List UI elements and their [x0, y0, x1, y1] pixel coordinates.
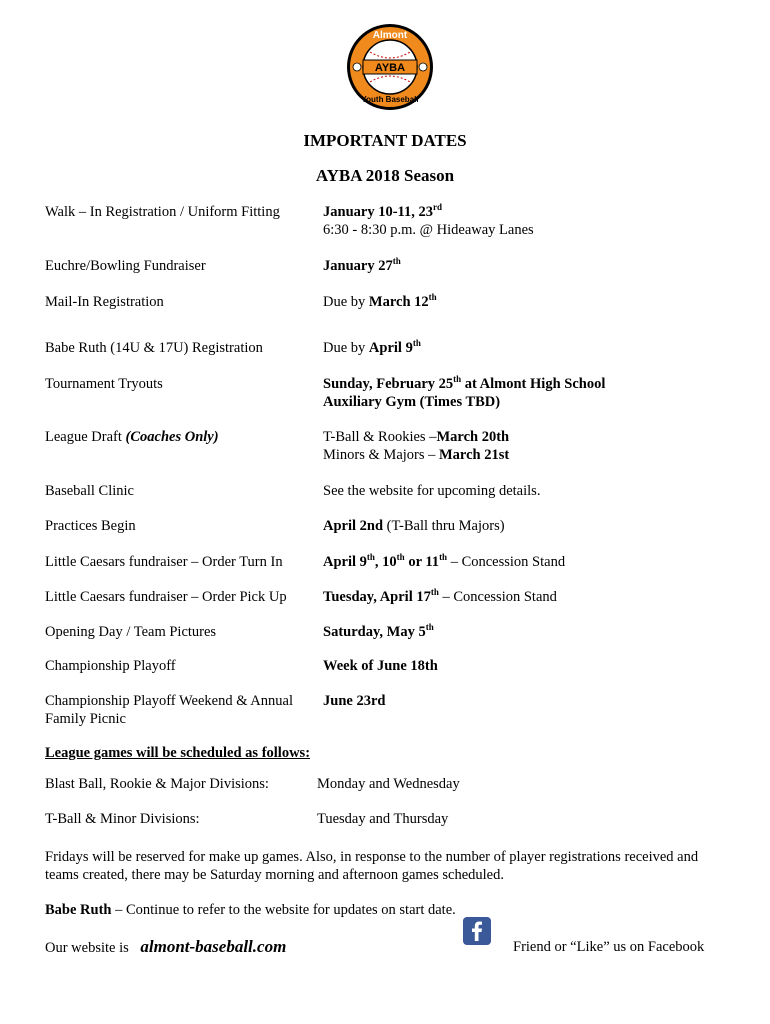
- event-date: June 23rd: [323, 693, 386, 709]
- event-label: Practices Begin: [45, 518, 136, 534]
- event-label: Championship Playoff Weekend & Annual Family Picnic: [45, 693, 293, 727]
- event-label: Mail-In Registration: [45, 294, 164, 310]
- page-title: IMPORTANT DATES: [303, 131, 467, 150]
- event-date: Tuesday, April 17: [323, 589, 431, 605]
- event-date: January 27: [323, 258, 393, 274]
- date-suffix: th: [425, 622, 434, 633]
- event-date: March 12: [368, 294, 429, 310]
- event-label-note: (Coaches Only): [125, 429, 219, 445]
- babe-ruth-label: Babe Ruth: [45, 902, 112, 918]
- event-label: Walk – In Registration / Uniform Fitting: [45, 204, 280, 220]
- game-days: Monday and Wednesday: [317, 776, 460, 792]
- event-detail: – Concession Stand: [438, 589, 557, 605]
- date-suffix: th: [412, 338, 421, 349]
- event-detail: Auxiliary Gym (Times TBD): [323, 394, 501, 410]
- event-label: Euchre/Bowling Fundraiser: [45, 258, 206, 274]
- event-label: Little Caesars fundraiser – Order Pick Up: [45, 589, 287, 605]
- event-date: March 20th: [436, 429, 510, 445]
- fridays-note: Fridays will be reserved for make up games. Also, in response to the number of player registrations received and teams created, there may be Saturday morning and afternoon games scheduled.: [45, 849, 699, 883]
- date-suffix: th: [430, 587, 439, 598]
- date-suffix: th: [396, 552, 405, 563]
- schedule-row: [45, 811, 449, 828]
- event-prefix: T-Ball & Rookies –: [323, 429, 437, 445]
- event-date: , 10: [374, 554, 397, 570]
- event-date: March 21st: [439, 447, 510, 463]
- schedule-heading: League games will be scheduled as follows:: [45, 745, 311, 761]
- division-label: T-Ball & Minor Divisions:: [45, 811, 200, 827]
- date-suffix: th: [453, 374, 462, 385]
- event-label: Tournament Tryouts: [45, 376, 163, 392]
- facebook-icon[interactable]: [463, 917, 491, 945]
- event-date: Saturday, May 5: [323, 624, 426, 640]
- date-suffix: th: [428, 292, 437, 303]
- website-link[interactable]: almont-baseball.com: [140, 937, 287, 956]
- facebook-text: Friend or “Like” us on Facebook: [513, 939, 705, 955]
- game-days: Tuesday and Thursday: [317, 811, 449, 827]
- date-suffix: th: [366, 552, 375, 563]
- page-subtitle: AYBA 2018 Season: [315, 166, 455, 185]
- event-label: Baseball Clinic: [45, 483, 134, 499]
- event-location: at Almont High School: [461, 376, 606, 392]
- event-date: April 9: [323, 554, 367, 570]
- event-detail: (T-Ball thru Majors): [383, 518, 505, 534]
- event-label: League Draft: [45, 429, 126, 445]
- division-label: Blast Ball, Rookie & Major Divisions:: [45, 776, 269, 792]
- event-prefix: Due by: [323, 340, 369, 356]
- event-detail: – Concession Stand: [447, 554, 566, 570]
- event-date: April 9: [368, 340, 413, 356]
- event-date: Week of June 18th: [323, 658, 438, 674]
- event-date: January 10-11, 23: [323, 204, 433, 220]
- ayba-logo: [345, 22, 435, 112]
- event-label: Opening Day / Team Pictures: [45, 624, 217, 640]
- event-label: Babe Ruth (14U & 17U) Registration: [45, 340, 263, 356]
- event-label: Little Caesars fundraiser – Order Turn In: [45, 554, 283, 570]
- event-date: or 11: [404, 554, 440, 570]
- event-date: Sunday, February 25: [323, 376, 454, 392]
- event-date: April 2nd: [323, 518, 384, 534]
- logo-top: Almont: [372, 30, 408, 41]
- footer: [45, 937, 725, 967]
- date-suffix: rd: [432, 202, 442, 213]
- date-suffix: th: [439, 552, 448, 563]
- event-label: Championship Playoff: [45, 658, 176, 674]
- schedule-row: [45, 776, 460, 793]
- event-prefix: Minors & Majors –: [323, 447, 439, 463]
- event-detail: 6:30 - 8:30 p.m. @ Hideaway Lanes: [323, 222, 534, 238]
- event-prefix: Due by: [323, 294, 369, 310]
- babe-ruth-text: – Continue to refer to the website for updates on start date.: [111, 902, 456, 918]
- logo-middle: AYBA: [374, 62, 406, 74]
- website-label: Our website is: [45, 940, 129, 956]
- event-detail: See the website for upcoming details.: [323, 483, 541, 499]
- babe-ruth-note: [45, 901, 725, 919]
- date-suffix: th: [392, 256, 401, 267]
- logo-bottom: Youth Baseball: [361, 95, 419, 104]
